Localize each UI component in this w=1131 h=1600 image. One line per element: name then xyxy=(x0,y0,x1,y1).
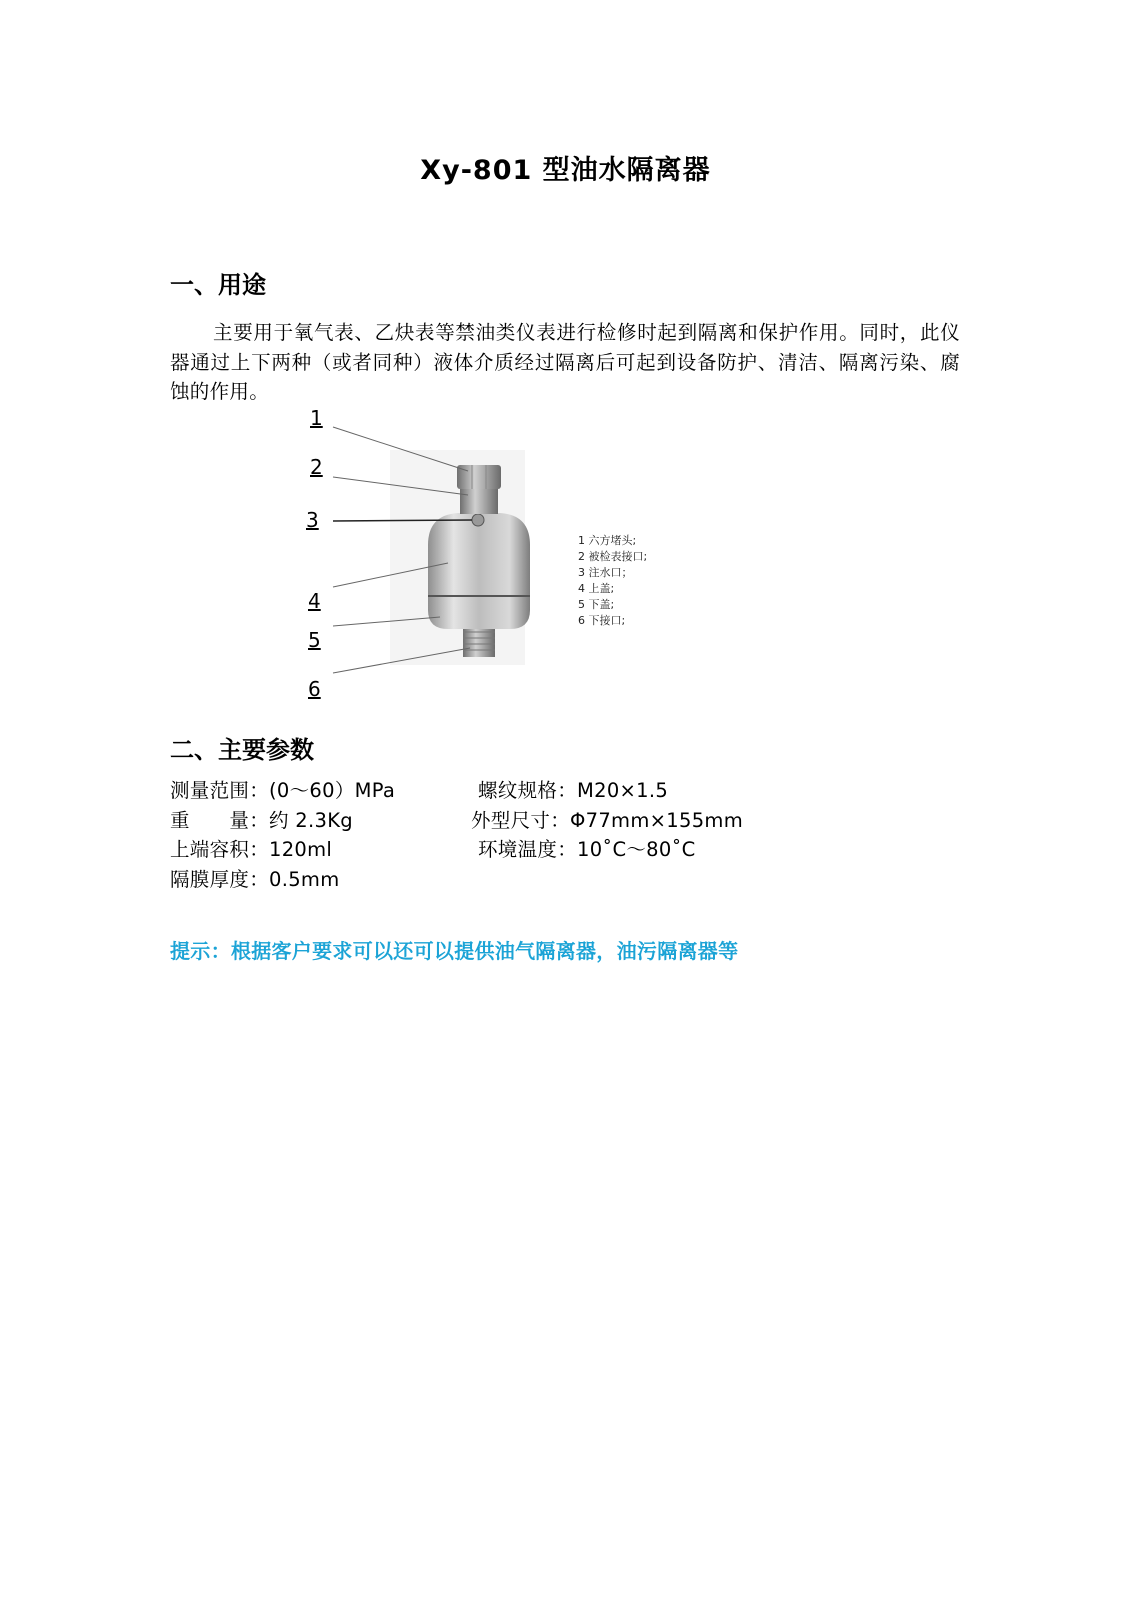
callout-6: 6 xyxy=(308,677,321,701)
legend-item: 3 注水口； xyxy=(578,566,633,579)
param-dimensions: 外型尺寸：Φ77mm×155mm xyxy=(471,809,744,832)
legend-item: 5 下盖; xyxy=(578,598,615,611)
gauge-interface xyxy=(460,487,498,514)
section-heading-parameters: 二、主要参数 xyxy=(170,736,314,764)
param-volume: 上端容积：120ml xyxy=(170,838,333,861)
page-title: Xy-801 型油水隔离器 xyxy=(420,155,711,186)
section-heading-usage: 一、用途 xyxy=(170,271,266,299)
bottom-fitting xyxy=(463,625,495,657)
legend-item: 4 上盖; xyxy=(578,582,615,595)
legend-item: 6 下接口; xyxy=(578,614,626,627)
product-figure xyxy=(300,405,740,715)
figure-legend xyxy=(578,533,647,629)
callout-2: 2 xyxy=(310,455,323,479)
isolator-diagram xyxy=(300,405,740,715)
fill-port xyxy=(472,514,484,526)
callout-1: 1 xyxy=(310,406,323,430)
param-membrane: 隔膜厚度：0.5mm xyxy=(170,868,340,891)
callout-4: 4 xyxy=(308,589,321,613)
lower-cover xyxy=(428,595,530,629)
callout-3: 3 xyxy=(306,508,319,532)
param-range: 测量范围：(0～60）MPa xyxy=(170,779,396,802)
param-thread: 螺纹规格：M20×1.5 xyxy=(478,779,669,802)
hex-plug xyxy=(457,465,501,489)
tip-note: 提示：根据客户要求可以还可以提供油气隔离器，油污隔离器等 xyxy=(170,939,739,963)
callout-5: 5 xyxy=(308,628,321,652)
legend-item: 1 六方堵头; xyxy=(578,534,637,547)
param-weight: 重 量：约 2.3Kg xyxy=(170,809,353,832)
usage-paragraph: 主要用于氧气表、乙炔表等禁油类仪表进行检修时起到隔离和保护作用。同时，此仪器通过上下两种（或者同种）液体介质经过隔离后可起到设备防护、清洁、隔离污染、腐蚀的作用。 xyxy=(170,321,960,403)
param-temperature: 环境温度：10˚C～80˚C xyxy=(478,838,696,861)
legend-item: 2 被检表接口; xyxy=(578,550,648,563)
